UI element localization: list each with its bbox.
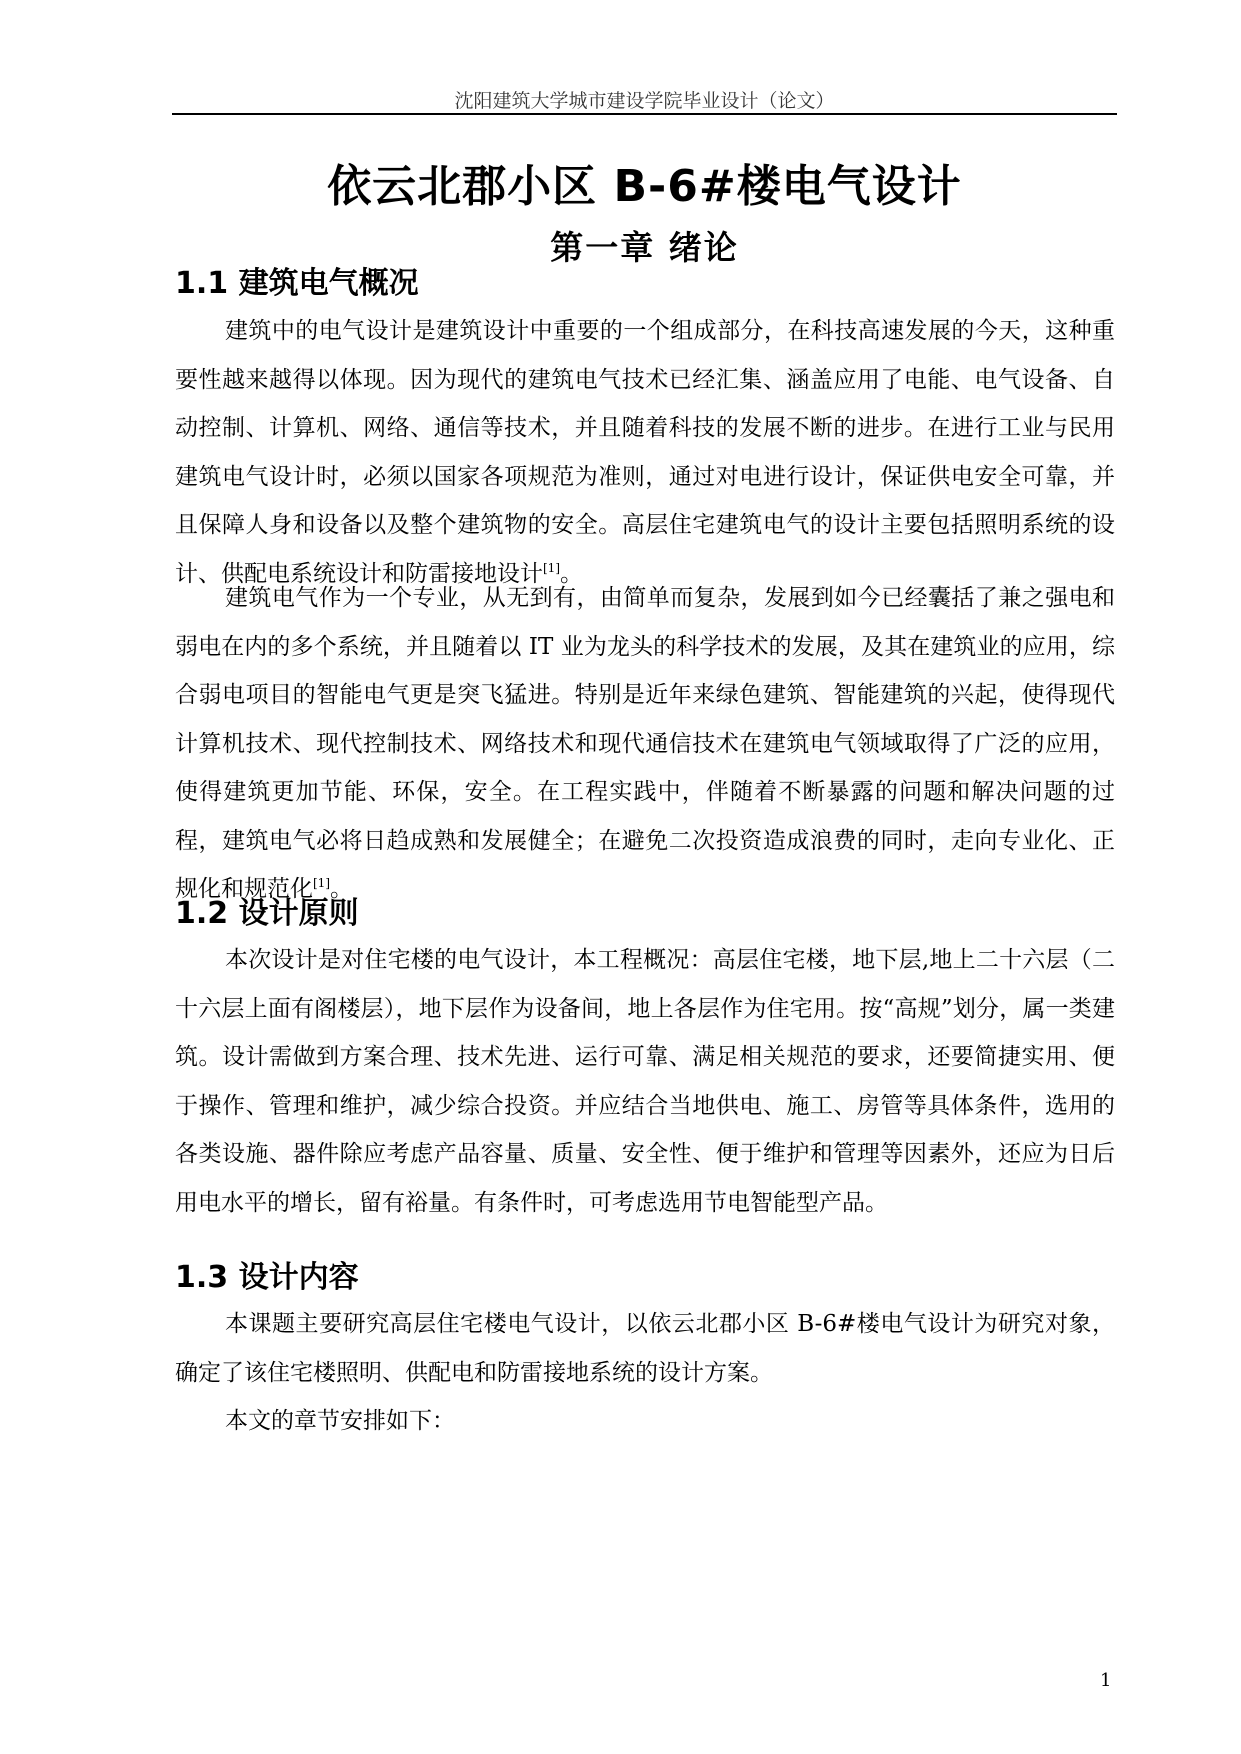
document-title: 依云北郡小区 B-6#楼电气设计 [327,161,962,212]
header-rule [172,113,1117,115]
citation: [1] [313,876,330,890]
citation: [1] [543,560,560,575]
page-number: 1 [1100,1670,1112,1691]
paragraph-1-2-a: 本次设计是对住宅楼的电气设计，本工程概况：高层住宅楼，地下层,地上二十六层（二十六层上面有阁楼层），地下层作为设备间，地上各层作为住宅用。按“高规”划分，属一类建筑。设计需做到方案合理、技术先进、运行可靠、满足相关规范的要求，还要简捷实用、便于操作、管理和维护，减少综合投资。并应结合当地供电、施工、房管等具体条件，选用的各类设施、器件除应考虑产品容量、质量、安全性、便于维护和管理等因素外，还应为日后用电水平的增长，留有裕量。有条件时，可考虑选用节电智能型产品。 [175,947,1115,1216]
chapter-heading: 第一章 绪论 [550,228,739,267]
paragraph-1-1-b [175,574,1115,914]
paragraph-1-1-a [175,307,1115,598]
paragraph-1-3-b: 本文的章节安排如下： [225,1408,455,1434]
paragraph-text: 建筑中的电气设计是建筑设计中重要的一个组成部分，在科技高速发展的今天，这种重要性越来越得以体现。因为现代的建筑电气技术已经汇集、涵盖应用了电能、电气设备、自动控制、计算机、网络、通信等技术，并且随着科技的发展不断的进步。在进行工业与民用建筑电气设计时，必须以国家各项规范为准则，通过对电进行设计，保证供电安全可靠，并且保障人身和设备以及整个建筑物的安全。高层住宅建筑电气的设计主要包括照明系统的设计、供配电系统设计和防雷接地设计 [175,318,1115,587]
paragraph-1-3-a: 本课题主要研究高层住宅楼电气设计，以依云北郡小区 B-6#楼电气设计为研究对象，确定了该住宅楼照明、供配电和防雷接地系统的设计方案。 [175,1311,1115,1386]
section-heading-1-2: 1.2 设计原则 [175,896,359,931]
section-heading-1-3: 1.3 设计内容 [175,1260,359,1295]
section-heading-1-1: 1.1 建筑电气概况 [175,266,419,301]
paragraph-text: 建筑电气作为一个专业，从无到有，由简单而复杂，发展到如今已经囊括了兼之强电和弱电在内的多个系统，并且随着以 IT 业为龙头的科学技术的发展，及其在建筑业的应用，综合弱电项目的智能电气更是突飞猛进。特别是近年来绿色建筑、智能建筑的兴起，使得现代计算机技术、现代控制技术、网络技术和现代通信技术在建筑电气领域取得了广泛的应用，使得建筑更加节能、环保，安全。在工程实践中，伴随着不断暴露的问题和解决问题的过程，建筑电气必将日趋成熟和发展健全；在避免二次投资造成浪费的同时，走向专业化、正规化和规范化 [175,585,1115,902]
paragraph-end: 。 [330,876,353,902]
paragraph-end: 。 [560,560,583,587]
running-header: 沈阳建筑大学城市建设学院毕业设计（论文） [454,90,835,112]
